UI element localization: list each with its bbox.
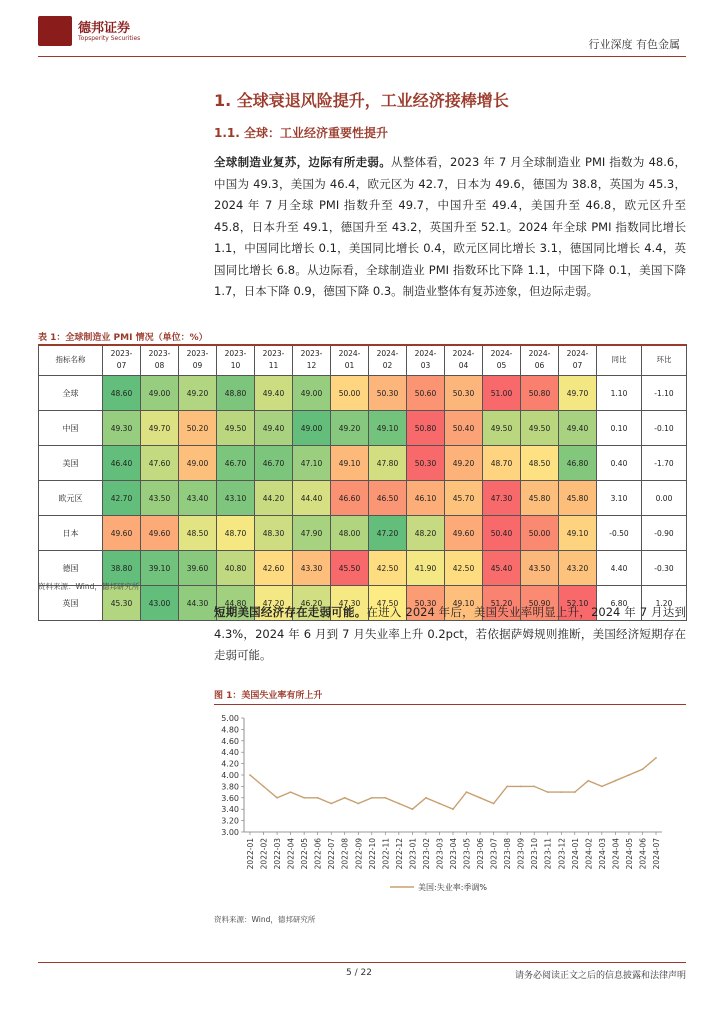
data-point bbox=[276, 797, 278, 799]
pmi-cell: 45.50 bbox=[331, 551, 369, 586]
pmi-cell: 45.80 bbox=[521, 481, 559, 516]
x-tick-label: 2023-07 bbox=[489, 838, 499, 870]
pmi-cell: 52.10 bbox=[559, 586, 597, 621]
data-point bbox=[479, 797, 481, 799]
pmi-cell: 50.40 bbox=[445, 411, 483, 446]
pmi-cell: 43.00 bbox=[141, 586, 179, 621]
pmi-cell: 43.10 bbox=[217, 481, 255, 516]
paragraph-unemployment-lead: 短期美国经济存在走弱可能。 bbox=[214, 605, 367, 619]
pmi-cell: 44.40 bbox=[293, 481, 331, 516]
table-row bbox=[39, 376, 687, 411]
month-year: 2024- bbox=[566, 349, 589, 358]
pmi-cell: 49.00 bbox=[141, 376, 179, 411]
pmi-cell: 44.80 bbox=[217, 586, 255, 621]
yoy-cell: 4.40 bbox=[597, 551, 642, 586]
data-point bbox=[357, 803, 359, 805]
table-header-row bbox=[39, 345, 687, 376]
pmi-cell: 47.30 bbox=[331, 586, 369, 621]
pmi-cell: 44.20 bbox=[255, 481, 293, 516]
pmi-cell: 49.00 bbox=[179, 446, 217, 481]
pmi-cell: 50.30 bbox=[445, 376, 483, 411]
pmi-cell: 50.00 bbox=[521, 516, 559, 551]
data-point bbox=[452, 808, 454, 810]
pmi-cell: 49.20 bbox=[445, 446, 483, 481]
data-point bbox=[330, 803, 332, 805]
pmi-cell: 50.30 bbox=[407, 586, 445, 621]
pmi-cell: 39.60 bbox=[179, 551, 217, 586]
paragraph-pmi-lead: 全球制造业复苏，边际有所走弱。 bbox=[214, 155, 392, 169]
pmi-cell: 51.20 bbox=[483, 586, 521, 621]
mom-cell: 0.00 bbox=[642, 481, 687, 516]
table-header-yoy: 同比 bbox=[597, 345, 642, 376]
data-point bbox=[547, 791, 549, 793]
y-tick-label: 3.00 bbox=[221, 828, 239, 837]
month-year: 2024- bbox=[490, 349, 513, 358]
mom-cell: -0.10 bbox=[642, 411, 687, 446]
data-point bbox=[384, 797, 386, 799]
x-tick-label: 2022-05 bbox=[300, 838, 310, 870]
pmi-cell: 47.60 bbox=[141, 446, 179, 481]
pmi-cell: 49.60 bbox=[103, 516, 141, 551]
y-tick-label: 5.00 bbox=[221, 714, 239, 723]
pmi-cell: 49.40 bbox=[255, 376, 293, 411]
pmi-cell: 46.80 bbox=[559, 446, 597, 481]
row-label: 日本 bbox=[39, 516, 103, 551]
pmi-cell: 46.40 bbox=[103, 446, 141, 481]
pmi-cell: 49.10 bbox=[331, 446, 369, 481]
pmi-cell: 43.30 bbox=[293, 551, 331, 586]
mom-cell: -0.90 bbox=[642, 516, 687, 551]
yoy-cell: 6.80 bbox=[597, 586, 642, 621]
data-point bbox=[520, 786, 522, 788]
data-point bbox=[466, 791, 468, 793]
logo-name: 德邦证券 bbox=[78, 21, 131, 36]
pmi-cell: 45.80 bbox=[559, 481, 597, 516]
x-tick-label: 2022-06 bbox=[313, 838, 323, 870]
section-heading: 1. 全球衰退风险提升，工业经济接棒增长 bbox=[214, 91, 509, 110]
pmi-cell: 48.50 bbox=[521, 446, 559, 481]
subsection-heading: 1.1. 全球：工业经济重要性提升 bbox=[214, 126, 388, 140]
footer-divider bbox=[38, 962, 686, 963]
table-source: 资料来源：Wind，德邦研究所 bbox=[38, 582, 140, 591]
month-number: 02 bbox=[382, 361, 393, 370]
paragraph-pmi-body: 从整体看，2023 年 7 月全球制造业 PMI 指数为 48.6，中国为 49.3，美国为 46.4，欧元区为 42.7，日本为 49.6，德国为 38.8，英国为 45.3，2024 年 7 月全球 PMI 指数升至 49.7，中国升至 49.4，美国升至 46.8，欧元区升至 45.8，日本升至 49.1，德国升至 43.2，英国升至 52.1。2024 年全球 PMI 指数同比增长 1.1，中国同比增长 0.1，美国同比增长 0.4，欧元区同比增长 3.1，德国同比增长 4.4，英国同比增长 6.8。从边际看，全球制造业 PMI 指数环比下降 1.1，中国下降 0.1，美国下降 1.7，日本下降 0.9，德国下降 0.3。制造业整体有复苏迹象，但边际走弱。 bbox=[214, 155, 686, 298]
page-number: 5 / 22 bbox=[346, 968, 372, 978]
data-point bbox=[290, 791, 292, 793]
yoy-cell: 1.10 bbox=[597, 376, 642, 411]
figure-caption: 图 1：美国失业率有所上升 bbox=[214, 691, 323, 701]
table-header-month bbox=[141, 345, 179, 376]
pmi-cell: 48.80 bbox=[217, 376, 255, 411]
month-number: 10 bbox=[230, 361, 241, 370]
x-tick-label: 2024-03 bbox=[597, 838, 607, 870]
x-tick-label: 2024-07 bbox=[652, 838, 661, 870]
pmi-cell: 49.00 bbox=[293, 376, 331, 411]
x-tick-label: 2023-03 bbox=[435, 838, 445, 870]
data-point bbox=[371, 797, 373, 799]
pmi-cell: 47.50 bbox=[369, 586, 407, 621]
pmi-cell: 49.50 bbox=[521, 411, 559, 446]
y-tick-label: 3.80 bbox=[221, 782, 239, 792]
month-number: 04 bbox=[458, 361, 469, 370]
month-number: 12 bbox=[306, 361, 317, 370]
pmi-cell: 49.10 bbox=[445, 586, 483, 621]
x-tick-label: 2023-11 bbox=[543, 838, 553, 870]
pmi-cell: 47.20 bbox=[255, 586, 293, 621]
x-tick-label: 2022-08 bbox=[340, 838, 350, 870]
paragraph-unemployment-body: 在进入 2024 年后，美国失业率明显上升，2024 年 7 月达到 4.3%，2024 年 6 月到 7 月失业率上升 0.2pct，若依据萨姆规则推断，美国经济短期存在走弱可能。 bbox=[214, 605, 687, 662]
unemployment-line-chart bbox=[214, 708, 686, 908]
pmi-cell: 48.20 bbox=[407, 516, 445, 551]
pmi-cell: 45.30 bbox=[103, 586, 141, 621]
pmi-cell: 49.30 bbox=[103, 411, 141, 446]
data-point bbox=[398, 803, 400, 805]
month-number: 11 bbox=[268, 361, 279, 370]
pmi-cell: 45.70 bbox=[445, 481, 483, 516]
x-tick-label: 2023-12 bbox=[557, 838, 567, 870]
y-tick-label: 4.20 bbox=[221, 759, 239, 769]
pmi-cell: 49.50 bbox=[217, 411, 255, 446]
y-tick-label: 4.00 bbox=[221, 771, 239, 780]
data-point bbox=[493, 803, 495, 805]
y-tick-label: 4.80 bbox=[221, 725, 239, 735]
row-label: 全球 bbox=[39, 376, 103, 411]
mom-cell: -0.30 bbox=[642, 551, 687, 586]
table-header-month bbox=[293, 345, 331, 376]
x-tick-label: 2023-01 bbox=[408, 838, 418, 870]
month-number: 07 bbox=[116, 361, 127, 370]
x-tick-label: 2022-10 bbox=[367, 838, 377, 870]
pmi-cell: 50.80 bbox=[407, 411, 445, 446]
month-year: 2023- bbox=[262, 349, 285, 358]
table-header-month bbox=[331, 345, 369, 376]
y-tick-label: 4.60 bbox=[221, 736, 239, 746]
table-header-month bbox=[521, 345, 559, 376]
pmi-cell: 49.70 bbox=[141, 411, 179, 446]
pmi-cell: 51.00 bbox=[483, 376, 521, 411]
pmi-cell: 47.10 bbox=[293, 446, 331, 481]
data-point bbox=[249, 774, 251, 776]
x-tick-label: 2022-04 bbox=[286, 838, 296, 870]
month-year: 2023- bbox=[110, 349, 133, 358]
yoy-cell: 0.10 bbox=[597, 411, 642, 446]
x-tick-label: 2023-02 bbox=[421, 838, 431, 870]
pmi-cell: 46.10 bbox=[407, 481, 445, 516]
month-number: 03 bbox=[420, 361, 431, 370]
pmi-cell: 46.50 bbox=[369, 481, 407, 516]
figure-source: 资料来源：Wind，德邦研究所 bbox=[214, 915, 316, 924]
data-point bbox=[628, 774, 630, 776]
data-point bbox=[439, 803, 441, 805]
pmi-cell: 50.80 bbox=[521, 376, 559, 411]
pmi-cell: 50.00 bbox=[331, 376, 369, 411]
x-tick-label: 2022-03 bbox=[273, 838, 283, 870]
x-tick-label: 2023-08 bbox=[503, 838, 513, 870]
x-tick-label: 2022-02 bbox=[259, 838, 269, 870]
yoy-cell: 0.40 bbox=[597, 446, 642, 481]
pmi-cell: 45.40 bbox=[483, 551, 521, 586]
x-tick-label: 2023-06 bbox=[476, 838, 486, 870]
row-label: 英国 bbox=[39, 586, 103, 621]
pmi-cell: 38.80 bbox=[103, 551, 141, 586]
month-year: 2024- bbox=[338, 349, 361, 358]
pmi-cell: 48.00 bbox=[331, 516, 369, 551]
pmi-cell: 43.40 bbox=[179, 481, 217, 516]
table-row bbox=[39, 516, 687, 551]
data-point bbox=[303, 797, 305, 799]
pmi-cell: 50.90 bbox=[521, 586, 559, 621]
pmi-cell: 47.20 bbox=[369, 516, 407, 551]
pmi-cell: 48.30 bbox=[255, 516, 293, 551]
x-tick-label: 2024-06 bbox=[638, 838, 648, 870]
x-tick-label: 2024-05 bbox=[624, 838, 634, 870]
pmi-cell: 43.50 bbox=[521, 551, 559, 586]
table-caption: 表 1：全球制造业 PMI 情况（单位：%） bbox=[38, 333, 208, 343]
month-number: 08 bbox=[154, 361, 165, 370]
x-tick-label: 2023-04 bbox=[449, 838, 458, 870]
footer-disclaimer: 请务必阅读正文之后的信息披露和法律声明 bbox=[514, 971, 686, 981]
yoy-cell: 3.10 bbox=[597, 481, 642, 516]
table-header-month bbox=[407, 345, 445, 376]
y-tick-label: 4.40 bbox=[221, 748, 239, 758]
pmi-cell: 50.20 bbox=[179, 411, 217, 446]
month-year: 2023- bbox=[300, 349, 323, 358]
pmi-table bbox=[38, 344, 687, 621]
data-point bbox=[506, 786, 508, 788]
pmi-cell: 49.40 bbox=[559, 411, 597, 446]
data-point bbox=[615, 780, 617, 782]
table-top-rule bbox=[38, 344, 686, 346]
pmi-cell: 48.70 bbox=[217, 516, 255, 551]
y-tick-label: 3.20 bbox=[221, 816, 239, 826]
pmi-cell: 50.30 bbox=[407, 446, 445, 481]
table-row bbox=[39, 446, 687, 481]
pmi-cell: 43.20 bbox=[559, 551, 597, 586]
month-number: 06 bbox=[534, 361, 545, 370]
pmi-cell: 43.50 bbox=[141, 481, 179, 516]
pmi-cell: 50.30 bbox=[369, 376, 407, 411]
paragraph-unemployment bbox=[214, 602, 686, 667]
header-divider bbox=[38, 56, 686, 57]
x-tick-label: 2024-02 bbox=[584, 838, 594, 870]
data-point bbox=[574, 791, 576, 793]
legend-label: 美国:失业率:季调% bbox=[418, 883, 487, 892]
pmi-cell: 42.50 bbox=[369, 551, 407, 586]
data-point bbox=[642, 768, 644, 770]
y-tick-label: 3.60 bbox=[221, 793, 239, 803]
x-tick-label: 2023-05 bbox=[462, 838, 472, 870]
x-tick-label: 2022-07 bbox=[327, 838, 337, 870]
row-label: 德国 bbox=[39, 551, 103, 586]
mom-cell: -1.70 bbox=[642, 446, 687, 481]
x-tick-label: 2022-11 bbox=[381, 838, 391, 870]
table-header-month bbox=[559, 345, 597, 376]
row-label: 欧元区 bbox=[39, 481, 103, 516]
month-number: 07 bbox=[572, 361, 583, 370]
series-line bbox=[250, 758, 656, 809]
table-header-month bbox=[103, 345, 141, 376]
table-row bbox=[39, 481, 687, 516]
month-number: 05 bbox=[496, 361, 507, 370]
logo-mark-icon bbox=[38, 16, 72, 46]
pmi-cell: 48.70 bbox=[483, 446, 521, 481]
y-tick-label: 3.40 bbox=[221, 805, 239, 815]
month-year: 2024- bbox=[452, 349, 475, 358]
x-tick-label: 2023-09 bbox=[516, 838, 526, 870]
month-number: 09 bbox=[192, 361, 203, 370]
pmi-cell: 49.50 bbox=[483, 411, 521, 446]
x-tick-label: 2022-09 bbox=[354, 838, 364, 870]
table-header-month bbox=[179, 345, 217, 376]
pmi-table-container bbox=[38, 344, 686, 621]
x-tick-label: 2023-10 bbox=[530, 838, 540, 870]
data-point bbox=[425, 797, 427, 799]
pmi-cell: 49.40 bbox=[255, 411, 293, 446]
table-header-month bbox=[445, 345, 483, 376]
month-year: 2023- bbox=[148, 349, 171, 358]
pmi-cell: 48.60 bbox=[103, 376, 141, 411]
pmi-cell: 46.70 bbox=[217, 446, 255, 481]
month-year: 2024- bbox=[376, 349, 399, 358]
figure-top-rule bbox=[214, 704, 686, 705]
paragraph-pmi bbox=[214, 152, 686, 303]
data-point bbox=[344, 797, 346, 799]
pmi-cell: 49.00 bbox=[293, 411, 331, 446]
table-header-month bbox=[255, 345, 293, 376]
pmi-cell: 44.30 bbox=[179, 586, 217, 621]
table-header-month bbox=[483, 345, 521, 376]
pmi-cell: 48.50 bbox=[179, 516, 217, 551]
pmi-cell: 42.50 bbox=[445, 551, 483, 586]
data-point bbox=[317, 797, 319, 799]
table-header-mom: 环比 bbox=[642, 345, 687, 376]
pmi-cell: 41.90 bbox=[407, 551, 445, 586]
x-tick-label: 2022-12 bbox=[394, 838, 404, 870]
pmi-cell: 46.20 bbox=[293, 586, 331, 621]
logo-subtitle: Topsperity Securities bbox=[78, 35, 141, 42]
row-label: 美国 bbox=[39, 446, 103, 481]
pmi-cell: 47.30 bbox=[483, 481, 521, 516]
row-label: 中国 bbox=[39, 411, 103, 446]
header-category: 行业深度 有色金属 bbox=[588, 38, 680, 51]
data-point bbox=[412, 808, 414, 810]
x-tick-label: 2024-01 bbox=[570, 838, 580, 870]
pmi-cell: 47.90 bbox=[293, 516, 331, 551]
month-year: 2024- bbox=[414, 349, 437, 358]
pmi-cell: 49.20 bbox=[331, 411, 369, 446]
pmi-cell: 50.60 bbox=[407, 376, 445, 411]
pmi-cell: 39.10 bbox=[141, 551, 179, 586]
pmi-cell: 50.40 bbox=[483, 516, 521, 551]
pmi-cell: 40.80 bbox=[217, 551, 255, 586]
pmi-cell: 49.60 bbox=[141, 516, 179, 551]
month-year: 2023- bbox=[224, 349, 247, 358]
table-header-label: 指标名称 bbox=[39, 345, 103, 376]
pmi-cell: 49.10 bbox=[559, 516, 597, 551]
data-point bbox=[601, 786, 603, 788]
pmi-cell: 49.20 bbox=[179, 376, 217, 411]
company-logo bbox=[38, 14, 141, 48]
pmi-cell: 49.70 bbox=[559, 376, 597, 411]
pmi-cell: 46.60 bbox=[331, 481, 369, 516]
table-header-month bbox=[217, 345, 255, 376]
data-point bbox=[587, 780, 589, 782]
pmi-cell: 42.60 bbox=[255, 551, 293, 586]
month-year: 2023- bbox=[186, 349, 209, 358]
data-point bbox=[560, 791, 562, 793]
pmi-cell: 47.80 bbox=[369, 446, 407, 481]
x-tick-label: 2024-04 bbox=[611, 838, 621, 870]
data-point bbox=[533, 786, 535, 788]
pmi-cell: 49.10 bbox=[369, 411, 407, 446]
month-number: 01 bbox=[344, 361, 355, 370]
table-header-month bbox=[369, 345, 407, 376]
mom-cell: -1.10 bbox=[642, 376, 687, 411]
table-row bbox=[39, 411, 687, 446]
yoy-cell: -0.50 bbox=[597, 516, 642, 551]
pmi-cell: 46.70 bbox=[255, 446, 293, 481]
pmi-cell: 42.70 bbox=[103, 481, 141, 516]
month-year: 2024- bbox=[528, 349, 551, 358]
mom-cell: 1.20 bbox=[642, 586, 687, 621]
x-tick-label: 2022-01 bbox=[246, 838, 255, 870]
pmi-cell: 49.60 bbox=[445, 516, 483, 551]
data-point bbox=[655, 757, 657, 759]
data-point bbox=[263, 786, 265, 788]
